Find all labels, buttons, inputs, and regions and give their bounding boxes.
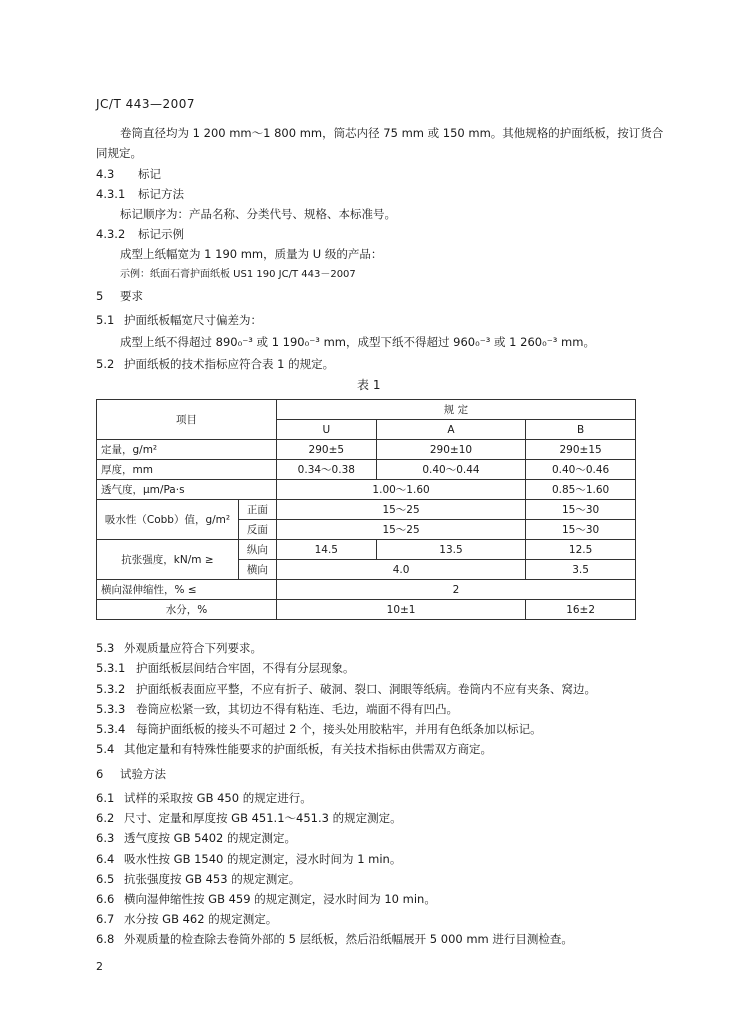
section-number: 6.6 bbox=[96, 892, 115, 906]
section-title: 标记方法 bbox=[138, 187, 184, 201]
cell-ua: 15～25 bbox=[276, 500, 525, 520]
sub-label: 反面 bbox=[238, 520, 276, 540]
section-5-3 bbox=[96, 640, 262, 656]
page-number: 2 bbox=[96, 960, 103, 973]
section-text: 试样的采取按 GB 450 的规定进行。 bbox=[124, 791, 312, 805]
grade-b: B bbox=[526, 420, 636, 440]
section-number: 4.3 bbox=[96, 167, 115, 181]
table-row bbox=[97, 600, 636, 620]
sub-label: 纵向 bbox=[238, 540, 276, 560]
section-6 bbox=[96, 766, 166, 782]
section-text: 外观质量应符合下列要求。 bbox=[124, 641, 262, 655]
marking-example-text: 成型上纸幅宽为 1 190 mm，质量为 U 级的产品： bbox=[120, 247, 383, 261]
section-number: 6.7 bbox=[96, 912, 115, 926]
section-number: 6.4 bbox=[96, 852, 115, 866]
section-number: 4.3.1 bbox=[96, 187, 126, 201]
cell-ua: 10±1 bbox=[276, 600, 525, 620]
section-number: 5.3.3 bbox=[96, 702, 126, 716]
table-row bbox=[97, 480, 636, 500]
cell-b: 12.5 bbox=[526, 540, 636, 560]
cell-u: 290±5 bbox=[276, 440, 376, 460]
section-text: 每筒护面纸板的接头不可超过 2 个，接头处用胶粘牢，并用有色纸条加以标记。 bbox=[136, 722, 542, 736]
table-row bbox=[97, 500, 636, 520]
section-number: 5.3.1 bbox=[96, 661, 126, 675]
section-number: 6.3 bbox=[96, 831, 115, 845]
col-item-header: 项目 bbox=[97, 400, 277, 440]
section-number: 6.1 bbox=[96, 791, 115, 805]
section-5-2 bbox=[96, 356, 334, 372]
row-group-label: 吸水性（Cobb）值，g/m² bbox=[97, 500, 239, 540]
section-5 bbox=[96, 288, 143, 304]
section-text: 外观质量的检查除去卷筒外部的 5 层纸板，然后沿纸幅展开 5 000 mm 进行目测检查。 bbox=[124, 932, 573, 946]
section-text: 抗张强度按 GB 453 的规定测定。 bbox=[124, 872, 301, 886]
cell-a: 290±10 bbox=[376, 440, 526, 460]
section-4-3-1 bbox=[96, 186, 184, 202]
marking-example: 示例：纸面石膏护面纸板 US1 190 JC/T 443－2007 bbox=[120, 269, 356, 280]
section-6-3 bbox=[96, 830, 296, 846]
section-text: 水分按 GB 462 的规定测定。 bbox=[124, 912, 278, 926]
sub-label: 正面 bbox=[238, 500, 276, 520]
section-number: 5.1 bbox=[96, 313, 115, 327]
standard-header: JC/T 443—2007 bbox=[96, 97, 196, 111]
cell-u: 0.34～0.38 bbox=[276, 460, 376, 480]
section-title: 要求 bbox=[120, 289, 143, 303]
section-number: 5 bbox=[96, 289, 104, 303]
section-number: 5.2 bbox=[96, 357, 115, 371]
grade-a: A bbox=[376, 420, 526, 440]
section-number: 6.5 bbox=[96, 872, 115, 886]
section-6-5 bbox=[96, 871, 300, 887]
cell-a: 0.40～0.44 bbox=[376, 460, 526, 480]
section-5-4 bbox=[96, 741, 492, 757]
cell-u: 14.5 bbox=[276, 540, 376, 560]
table-title: 表 1 bbox=[357, 378, 381, 392]
section-title: 标记示例 bbox=[138, 227, 184, 241]
table-row bbox=[97, 540, 636, 560]
row-label: 横向湿伸缩性，% ≤ bbox=[97, 580, 277, 600]
section-6-1 bbox=[96, 790, 312, 806]
section-title: 试验方法 bbox=[120, 767, 166, 781]
section-text: 透气度按 GB 5402 的规定测定。 bbox=[124, 831, 297, 845]
table-row bbox=[97, 460, 636, 480]
section-6-8 bbox=[96, 931, 573, 947]
section-number: 5.3.2 bbox=[96, 682, 126, 696]
section-text: 护面纸板幅宽尺寸偏差为： bbox=[124, 313, 262, 327]
col-spec-header: 规 定 bbox=[276, 400, 635, 420]
grade-u: U bbox=[276, 420, 376, 440]
cell-b: 15～30 bbox=[526, 520, 636, 540]
section-number: 5.3 bbox=[96, 641, 115, 655]
section-5-1 bbox=[96, 312, 262, 328]
row-label: 厚度，mm bbox=[97, 460, 277, 480]
section-number: 5.4 bbox=[96, 742, 115, 756]
intro-line-2: 同规定。 bbox=[96, 146, 142, 160]
section-5-3-1 bbox=[96, 660, 355, 676]
section-number: 6.2 bbox=[96, 811, 115, 825]
section-number: 5.3.4 bbox=[96, 722, 126, 736]
marking-order-text: 标记顺序为：产品名称、分类代号、规格、本标准号。 bbox=[120, 207, 396, 221]
section-text: 横向湿伸缩性按 GB 459 的规定测定，浸水时间为 10 min。 bbox=[124, 892, 436, 906]
section-number: 4.3.2 bbox=[96, 227, 126, 241]
section-text: 护面纸板的技术指标应符合表 1 的规定。 bbox=[124, 357, 335, 371]
cell-b: 15～30 bbox=[526, 500, 636, 520]
section-text: 护面纸板层间结合牢固，不得有分层现象。 bbox=[136, 661, 355, 675]
cell-ua: 1.00～1.60 bbox=[276, 480, 525, 500]
section-6-2 bbox=[96, 810, 402, 826]
cell-all: 2 bbox=[276, 580, 635, 600]
section-6-6 bbox=[96, 891, 436, 907]
sub-label: 横向 bbox=[238, 560, 276, 580]
table-header-row bbox=[97, 400, 636, 420]
section-text: 卷筒应松紧一致，其切边不得有粘连、毛边，端面不得有凹凸。 bbox=[136, 702, 458, 716]
cell-b: 0.40～0.46 bbox=[526, 460, 636, 480]
cell-b: 3.5 bbox=[526, 560, 636, 580]
section-6-7 bbox=[96, 911, 277, 927]
cell-ua: 15～25 bbox=[276, 520, 525, 540]
section-6-4 bbox=[96, 851, 401, 867]
intro-line-1: 卷筒直径均为 1 200 mm～1 800 mm，筒芯内径 75 mm 或 150 mm。其他规格的护面纸板，按订货合 bbox=[120, 126, 664, 140]
cell-b: 16±2 bbox=[526, 600, 636, 620]
row-label: 定量，g/m² bbox=[97, 440, 277, 460]
section-number: 6 bbox=[96, 767, 104, 781]
section-text: 尺寸、定量和厚度按 GB 451.1～451.3 的规定测定。 bbox=[124, 811, 402, 825]
section-4-3-2 bbox=[96, 226, 184, 242]
section-5-3-4 bbox=[96, 721, 542, 737]
section-title: 标记 bbox=[138, 167, 161, 181]
cell-a: 13.5 bbox=[376, 540, 526, 560]
table-row bbox=[97, 440, 636, 460]
row-label: 透气度，μm/Pa·s bbox=[97, 480, 277, 500]
cell-b: 0.85～1.60 bbox=[526, 480, 636, 500]
table-row bbox=[97, 580, 636, 600]
section-5-3-2 bbox=[96, 681, 596, 697]
width-tolerance-text: 成型上纸不得超过 890₀⁻³ 或 1 190₀⁻³ mm，成型下纸不得超过 960₀⁻³ 或 1 260₀⁻³ mm。 bbox=[120, 335, 595, 349]
section-text: 其他定量和有特殊性能要求的护面纸板，有关技术指标由供需双方商定。 bbox=[124, 742, 492, 756]
section-number: 6.8 bbox=[96, 932, 115, 946]
spec-table bbox=[96, 399, 636, 620]
section-text: 护面纸板表面应平整，不应有折子、破洞、裂口、洞眼等纸病。卷筒内不应有夹条、窝边。 bbox=[136, 682, 596, 696]
cell-b: 290±15 bbox=[526, 440, 636, 460]
cell-ua: 4.0 bbox=[276, 560, 525, 580]
section-5-3-3 bbox=[96, 701, 458, 717]
row-group-label: 抗张强度，kN/m ≥ bbox=[97, 540, 239, 580]
section-4-3 bbox=[96, 166, 161, 182]
section-text: 吸水性按 GB 1540 的规定测定，浸水时间为 1 min。 bbox=[124, 852, 402, 866]
row-label: 水分，% bbox=[97, 600, 277, 620]
